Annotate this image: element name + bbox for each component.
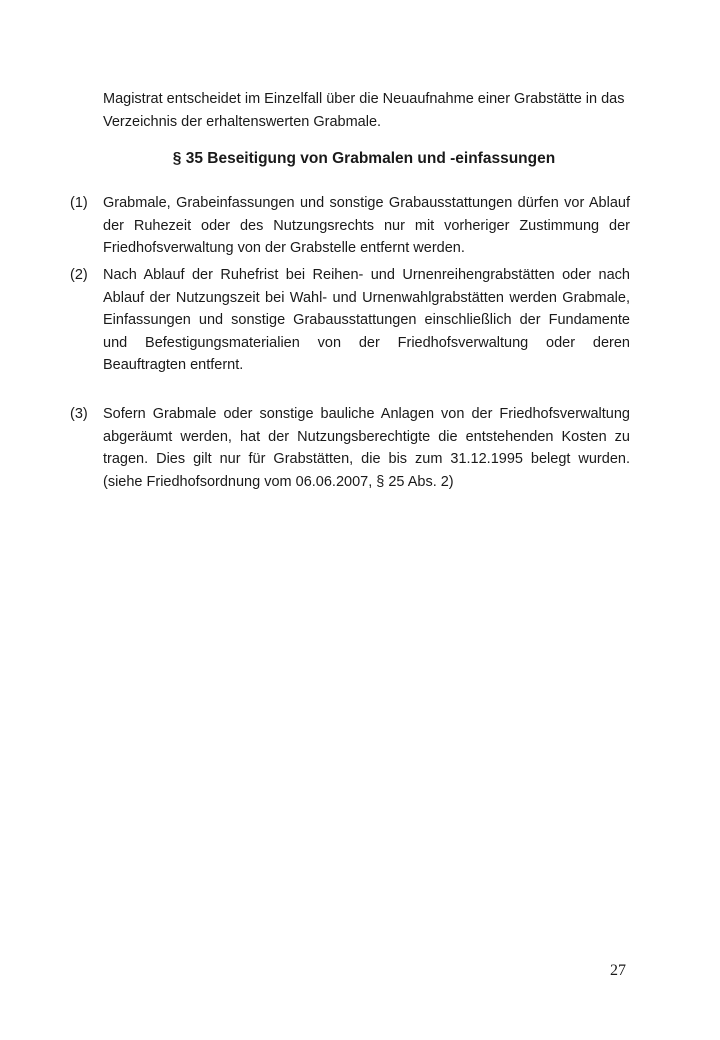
paragraph-text: Grabmale, Grabeinfassungen und sonstige Grabausstattungen dürfen vor Ablauf der Ruhezeit oder des Nutzungsrechts nur mit vorheriger Zustimmung der Friedhofsverwaltung von der Grabstelle entfernt werden. [103,195,630,256]
paragraph-2 [70,264,630,377]
paragraph-1 [70,192,630,260]
paragraph-number: (3) [70,406,88,422]
section-heading: § 35 Beseitigung von Grabmalen und -einfassungen [172,150,556,167]
paragraph-text: Nach Ablauf der Ruhefrist bei Reihen- und Urnenreihengrabstätten oder nach Ablauf der Nutzungszeit bei Wahl- und Urnenwahlgrabstätten werden Grabmale, Einfassungen und sonstige Grabausstattungen einschließlich der Fundamente und Befestigungsmaterialien von der Friedhofsverwaltung oder deren Beauftragten entfernt. [103,267,630,373]
paragraph-text: Sofern Grabmale oder sonstige bauliche Anlagen von der Friedhofsverwaltung abgeräumt werden, hat der Nutzungsberechtigte die entstehenden Kosten zu tragen. Dies gilt nur für Grabstätten, die bis zum 31.12.1995 belegt wurden. (siehe Friedhofsordnung vom 06.06.2007, § 25 Abs. 2) [103,406,630,490]
paragraph-number: (2) [70,267,88,283]
page-number: 27 [610,962,626,979]
paragraph-3 [70,403,630,493]
paragraph-number: (1) [70,195,88,211]
intro-paragraph: Magistrat entscheidet im Einzelfall über die Neuaufnahme einer Grabstätte in das Verzeichnis der erhaltenswerten Grabmale. [103,91,625,130]
